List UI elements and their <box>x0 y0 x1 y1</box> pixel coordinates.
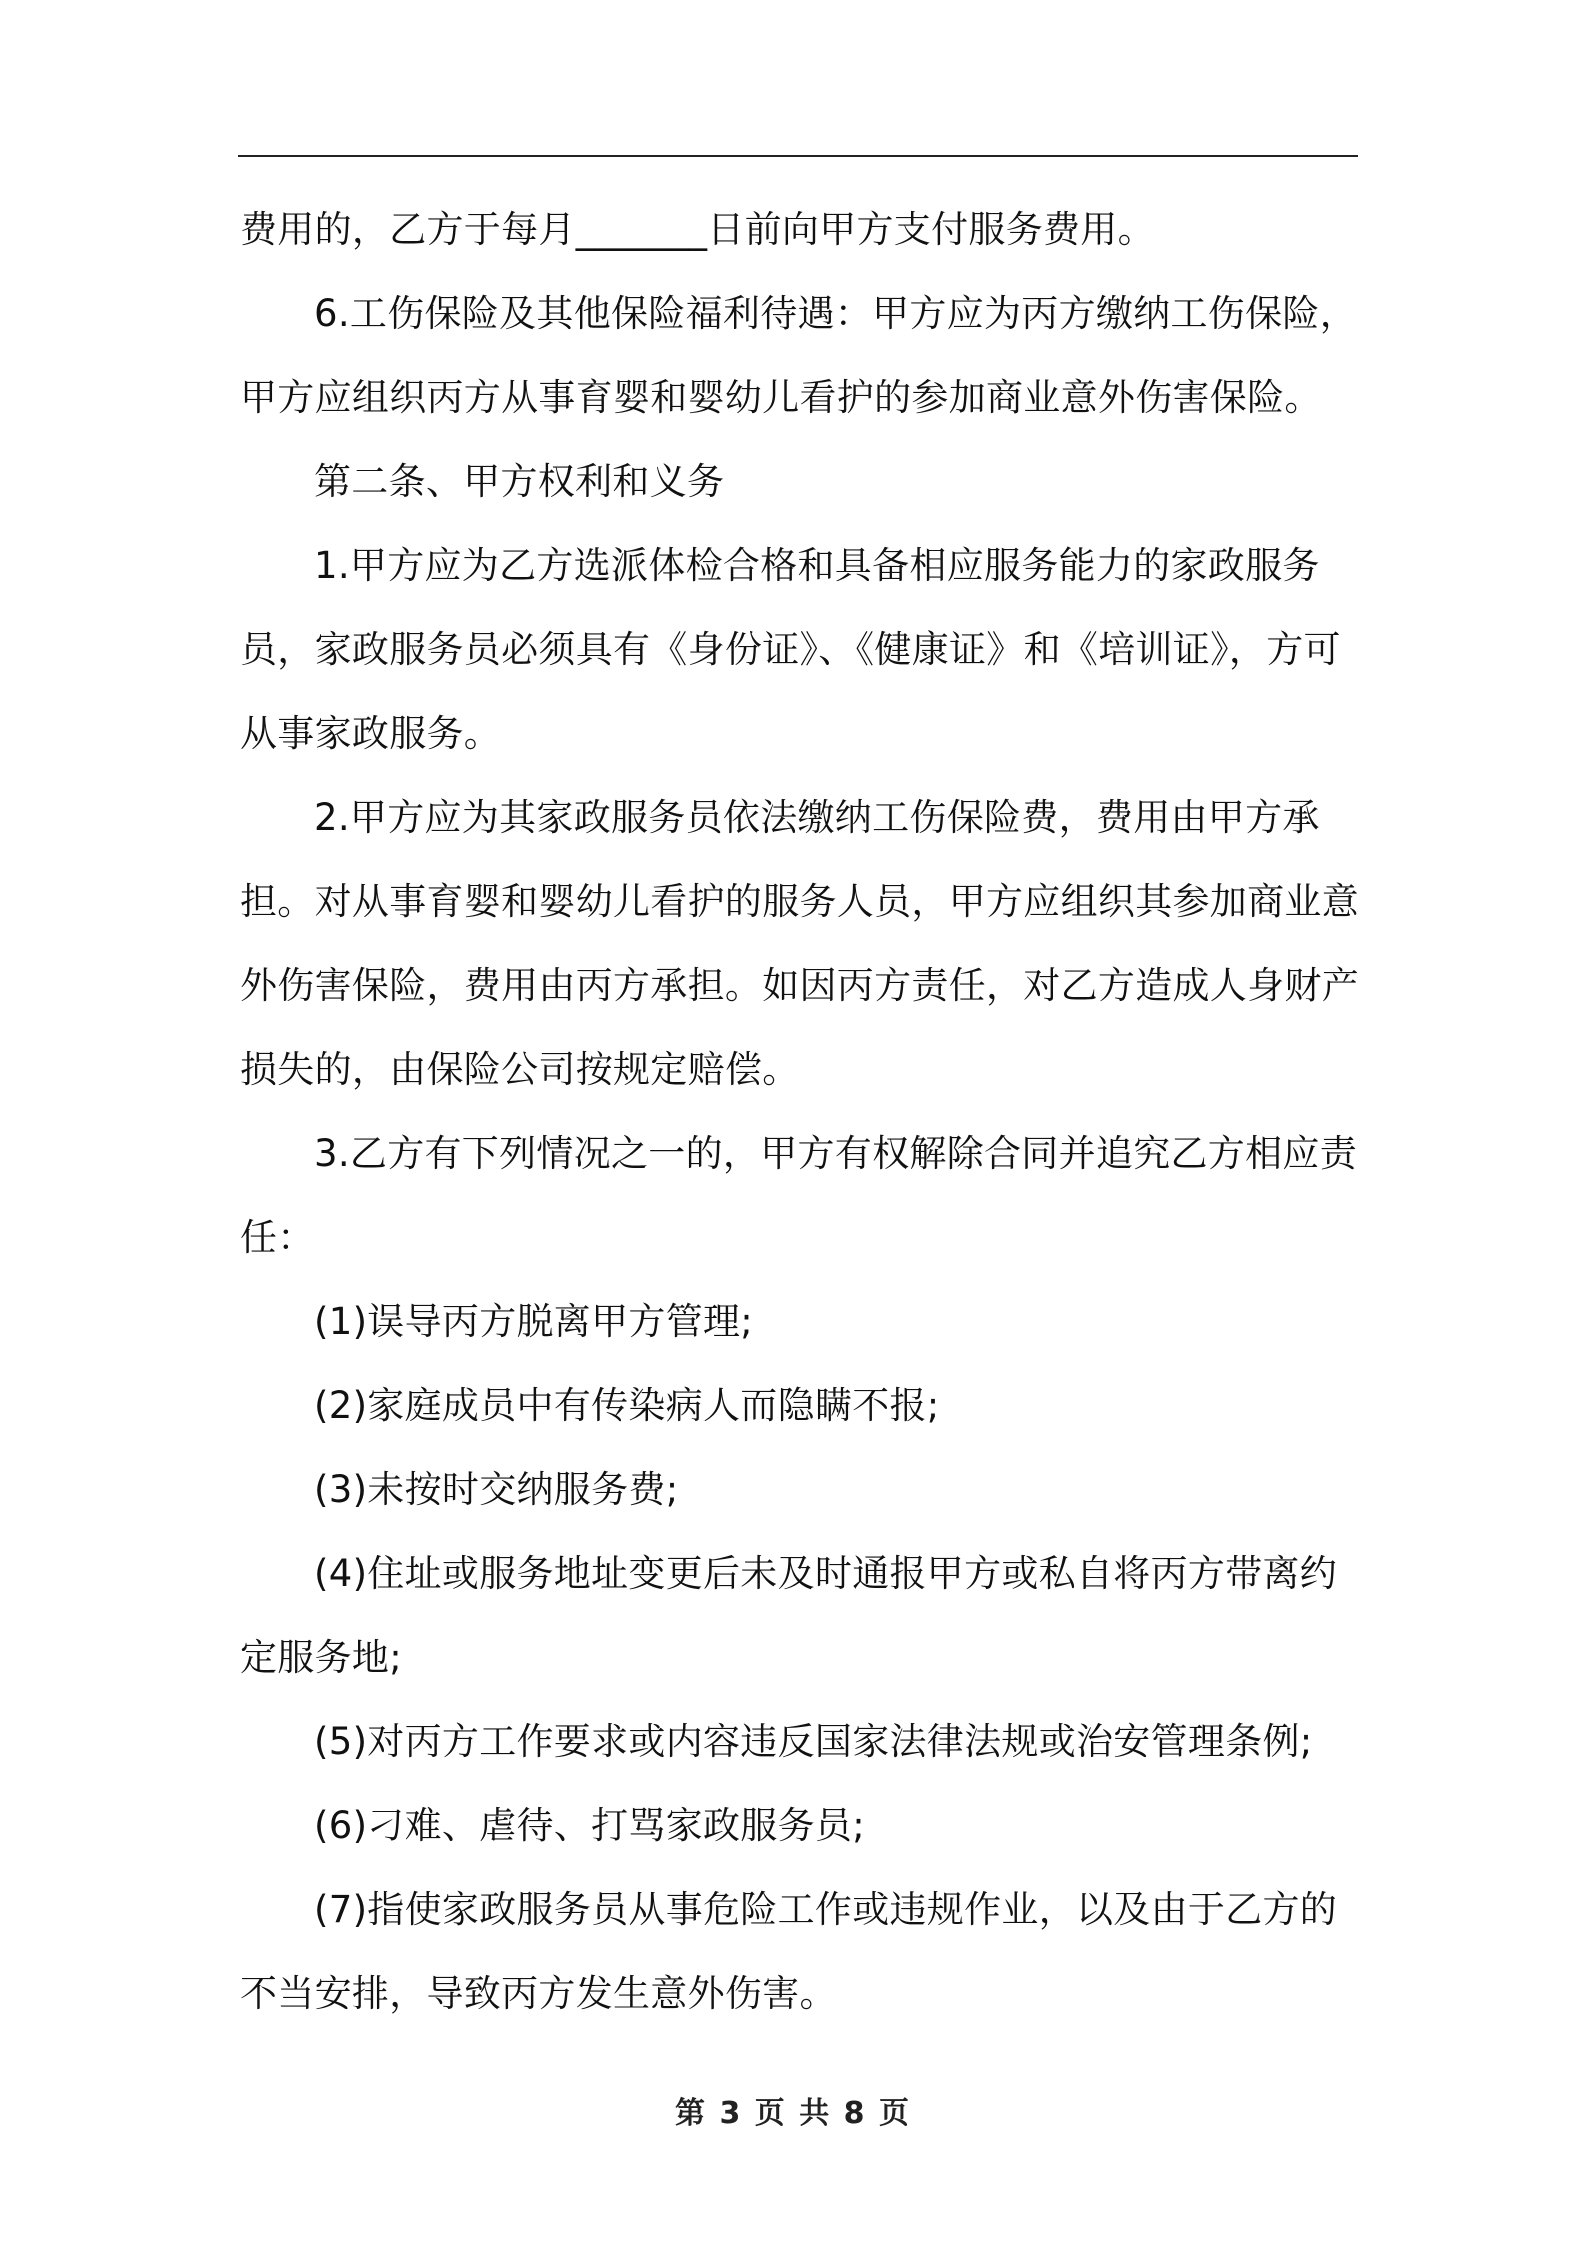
list-item-6: (6)刁难、虐待、打骂家政服务员; <box>314 1804 865 1847</box>
list-item-1: (1)误导丙方脱离甲方管理; <box>314 1300 754 1343</box>
paragraph-4: 1.甲方应为乙方选派体检合格和具备相应服务能力的家政服务员，家政服务员必须具有《身份证》、《健康证》和《培训证》，方可从事家政服务。 <box>240 544 1341 755</box>
list-item-3: (3)未按时交纳服务费; <box>314 1468 679 1511</box>
paragraph-2: 6.工伤保险及其他保险福利待遇：甲方应为丙方缴纳工伤保险，甲方应组织丙方从事育婴和婴幼儿看护的参加商业意外伤害保险。 <box>240 292 1357 419</box>
list-item-7: (7)指使家政服务员从事危险工作或违规作业，以及由于乙方的不当安排，导致丙方发生意外伤害。 <box>240 1888 1338 2015</box>
paragraph-1: 费用的，乙方于每月_______日前向甲方支付服务费用。 <box>240 208 1155 251</box>
paragraph-6: 3.乙方有下列情况之一的，甲方有权解除合同并追究乙方相应责任： <box>240 1132 1357 1259</box>
list-item-2: (2)家庭成员中有传染病人而隐瞒不报; <box>314 1384 940 1427</box>
header-rule <box>238 155 1358 157</box>
list-item-5: (5)对丙方工作要求或内容违反国家法律法规或治安管理条例; <box>314 1720 1313 1763</box>
document-body <box>240 188 1360 2036</box>
paragraph-5: 2.甲方应为其家政服务员依法缴纳工伤保险费，费用由甲方承担。对从事育婴和婴幼儿看护的服务人员，甲方应组织其参加商业意外伤害保险，费用由丙方承担。如因丙方责任，对乙方造成人身财产损失的，由保险公司按规定赔偿。 <box>240 796 1359 1091</box>
page-number: 第 3 页 共 8 页 <box>675 2096 911 2131</box>
list-item-4: (4)住址或服务地址变更后未及时通报甲方或私自将丙方带离约定服务地; <box>240 1552 1338 1679</box>
section-heading: 第二条、甲方权利和义务 <box>314 460 725 503</box>
